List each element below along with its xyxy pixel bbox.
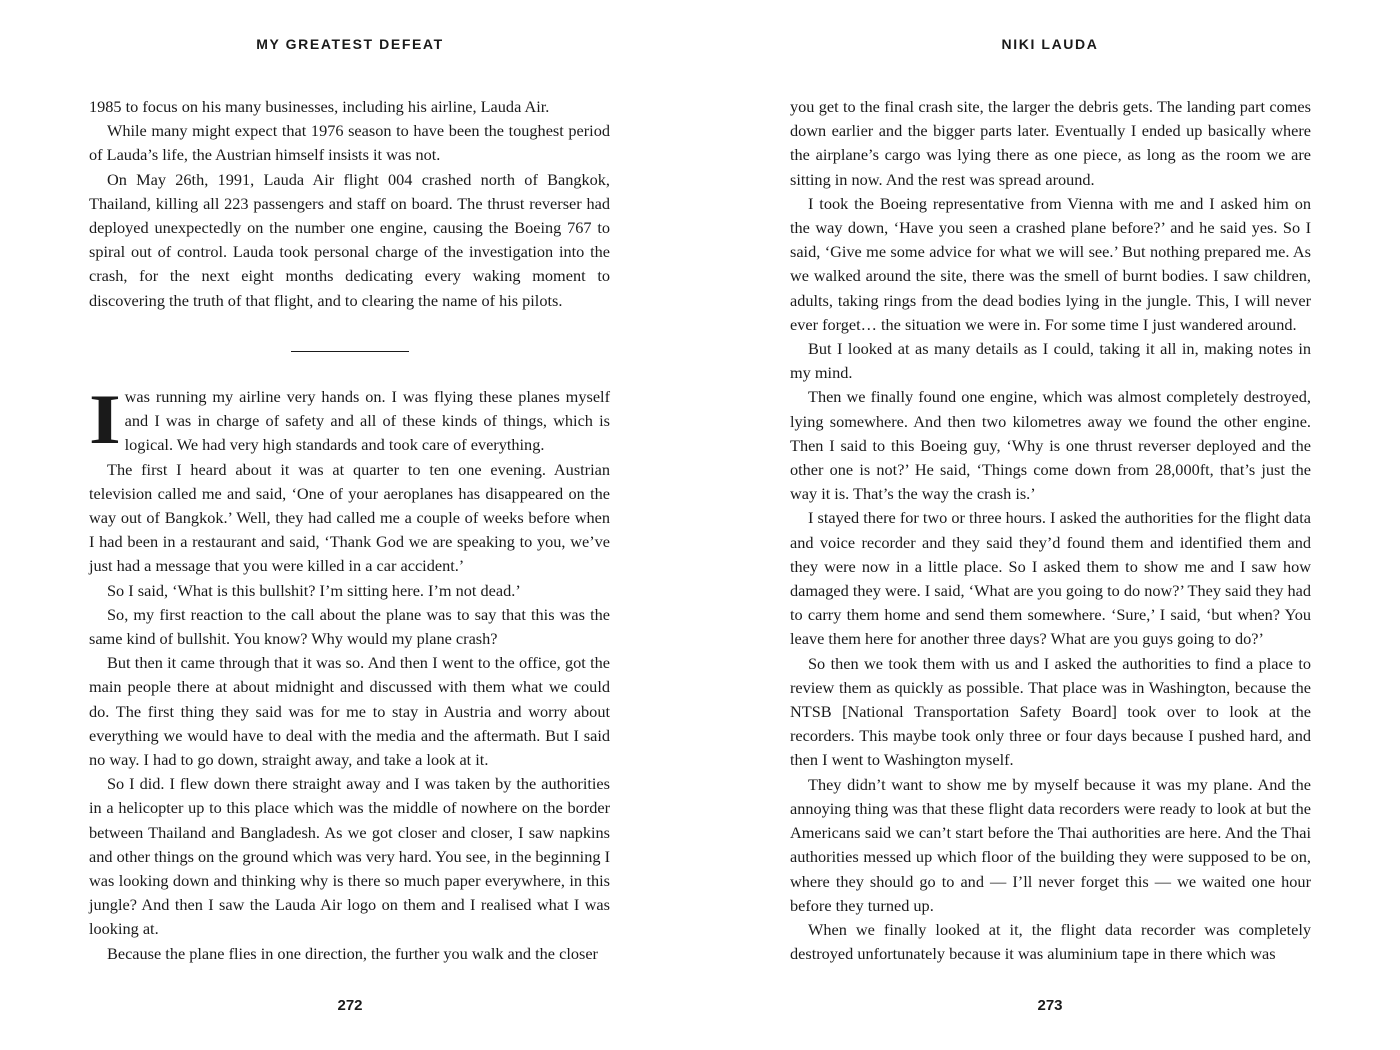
paragraph: Because the plane flies in one direction, the further you walk and the closer xyxy=(107,943,598,963)
section-divider xyxy=(291,351,409,352)
paragraph: Then we finally found one engine, which was almost completely destroyed, lying somewhere. And then two kilometres away we found the other engine. Then I said to this Boeing guy, ‘Why is one thrust reverser deployed and the other one is not?’ He said, ‘Things come down from 28,000ft, that’s just the way it is. That’s the way the crash is.’ xyxy=(790,387,1311,504)
opening-paragraph: was running my airline very hands on. I was flying these planes myself and I was in charge of safety and all of these kinds of things, which is logical. We had very high standards and took care of everything. xyxy=(124,387,610,455)
paragraph: So I said, ‘What is this bullshit? I’m sitting here. I’m not dead.’ xyxy=(107,580,521,600)
chapter-text xyxy=(89,381,610,966)
paragraph: 1985 to focus on his many businesses, including his airline, Lauda Air. xyxy=(89,97,550,116)
paragraph: So, my first reaction to the call about the plane was to say that this was the same kind of bullshit. You know? Why would my plane crash? xyxy=(89,604,610,649)
intro-text xyxy=(89,95,610,313)
paragraph: But then it came through that it was so. And then I went to the office, got the main people there at about midnight and discussed with them what we could do. The first thing they said was for me to stay in Austria and worry about everything we would have to deal with the media and the aftermath. But I said no way. I had to go down, straight away, and take a look at it. xyxy=(89,653,610,770)
running-head-left: MY GREATEST DEFEAT xyxy=(256,36,444,52)
paragraph: I took the Boeing representative from Vienna with me and I asked him on the way down, ‘Have you seen a crashed plane before?’ and he said yes. So I said, ‘Give me some advice for what we will see.’ But nothing prepared me. As we walked around the site, there was the smell of burnt bodies. I saw children, adults, taking rings from the dead bodies lying in the jungle. This, I will never ever forget… the situation we were in. For some time I just wandered around. xyxy=(790,193,1311,334)
page-number-left: 272 xyxy=(337,997,363,1014)
paragraph: So then we took them with us and I asked the authorities to find a place to review them as quickly as possible. That place was in Washington, because the NTSB [National Transportation Safety Board] took over to look at the recorders. This maybe took only three or four days because I pushed hard, and then I went to Washington myself. xyxy=(790,653,1311,770)
paragraph: But I looked at as many details as I could, taking it all in, making notes in my mind. xyxy=(790,339,1311,383)
paragraph: On May 26th, 1991, Lauda Air flight 004 crashed north of Bangkok, Thailand, killing all 223 passengers and staff on board. The thrust reverser had deployed unexpectedly on the number one engine, causing the Boeing 767 to spiral out of control. Lauda took personal charge of the investigation into the crash, for the next eight months dedicating every waking moment to discovering the truth of that flight, and to clearing the name of his pilots. xyxy=(89,169,610,310)
paragraph: They didn’t want to show me by myself because it was my plane. And the annoying thing was that these flight data recorders were ready to look at but the Americans said we can’t start before the Thai authorities are here. And the Thai authorities messed up which floor of the building they were supposed to be on, where they should go to and — I’ll never forget this — we waited one hour before they turned up. xyxy=(790,774,1311,915)
body-text xyxy=(790,95,1311,966)
drop-cap: I xyxy=(89,381,121,459)
page-number-right: 273 xyxy=(1037,997,1063,1014)
running-head-right: NIKI LAUDA xyxy=(1001,36,1099,52)
paragraph: I stayed there for two or three hours. I asked the authorities for the flight data and voice recorder and they said they’d found them and identified them and they were now in a little place. So I asked them to show me and I saw how damaged they were. I said, ‘What are you going to do now?’ They said they had to carry them home and send them somewhere. ‘Sure,’ I said, ‘but when? You leave them here for another three days? What are you guys going to do?’ xyxy=(790,508,1311,649)
right-page xyxy=(700,0,1400,1050)
paragraph: The first I heard about it was at quarter to ten one evening. Austrian television called me and said, ‘One of your aeroplanes has disappeared on the way out of Bangkok.’ Well, they had called me a couple of weeks before when I had been in a restaurant and said, ‘Thank God we are speaking to you, we’ve just had a message that you were killed in a car accident.’ xyxy=(89,459,610,576)
paragraph: When we finally looked at it, the flight data recorder was completely destroyed unfortunately because it was aluminium tape in there which was xyxy=(790,919,1311,964)
continuation-paragraph: you get to the final crash site, the larger the debris gets. The landing part comes down earlier and the bigger parts later. Eventually I ended up basically where the airplane’s cargo was lying there as one piece, as long as the room we are sitting in now. And the rest was spread around. xyxy=(790,97,1311,189)
paragraph: So I did. I flew down there straight away and I was taken by the authorities in a helicopter up to this place which was the middle of nowhere on the border between Thailand and Bangladesh. As we got closer and closer, I saw napkins and other things on the ground which was very hard. You see, in the beginning I was looking down and thinking why is there so much paper everywhere, in this jungle? And then I saw the Lauda Air logo on them and I realised what I was looking at. xyxy=(89,774,610,939)
paragraph: While many might expect that 1976 season to have been the toughest period of Lauda’s life, the Austrian himself insists it was not. xyxy=(89,121,610,165)
